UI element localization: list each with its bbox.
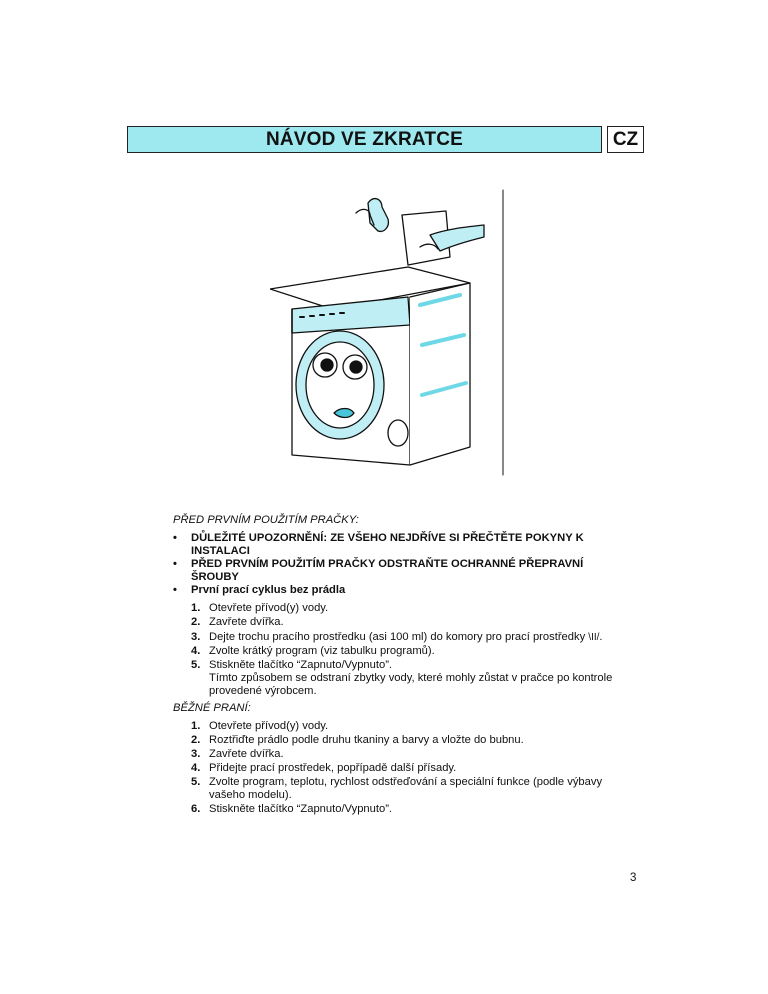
detergent-compartment-symbol: \II/ <box>588 632 600 643</box>
washing-machine-illustration <box>270 185 520 480</box>
language-badge: CZ <box>607 126 644 153</box>
page-number: 3 <box>630 872 637 884</box>
page-title: NÁVOD VE ZKRATCE <box>127 126 602 153</box>
section-heading: BĚŽNÉ PRANÍ: <box>173 702 251 714</box>
section-heading: PŘED PRVNÍM POUŽITÍM PRAČKY: <box>173 514 359 526</box>
